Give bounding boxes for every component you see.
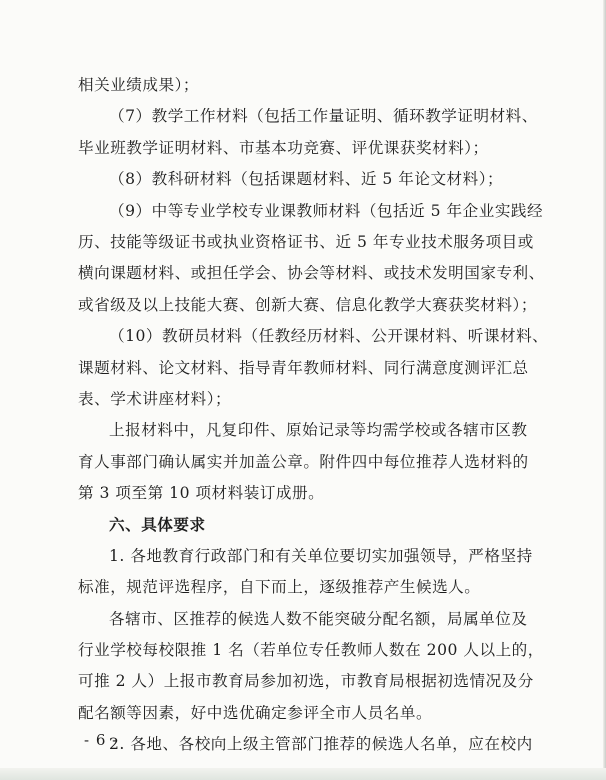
text-line: （9）中等专业学校专业课教师材料（包括近 5 年企业实践经 — [109, 201, 544, 220]
document-body — [78, 70, 549, 761]
text-line: 第 3 项至第 10 项材料装订成册。 — [78, 484, 325, 503]
text-line: 行业学校每校限推 1 名（若单位专任教师人数在 200 人以上的， — [78, 641, 544, 660]
text-line: 2. 各地、各校向上级主管部门推荐的候选人名单，应在校内 — [109, 735, 533, 754]
text-line: 表、学术讲座材料）； — [78, 389, 232, 408]
text-line: 历、技能等级证书或执业资格证书、近 5 年专业技术服务项目或 — [78, 232, 534, 251]
text-line: 各辖市、区推荐的候选人数不能突破分配名额，局属单位及 — [109, 609, 528, 628]
text-line: （8）教科研材料（包括课题材料、近 5 年论文材料）； — [109, 170, 504, 189]
text-line: （10）教研员材料（任教经历材料、公开课材料、听课材料、 — [109, 327, 549, 346]
text-line: （7）教学工作材料（包括工作量证明、循环教学证明材料、 — [109, 107, 538, 126]
text-line: 标准，规范评选程序，自下而上，逐级推荐产生候选人。 — [78, 578, 481, 597]
text-line: 可推 2 人）上报市教育局参加初选，市教育局根据初选情况及分 — [78, 672, 534, 691]
text-line: 课题材料、论文材料、指导青年教师材料、同行满意度测评汇总 — [78, 358, 529, 377]
text-line: 毕业班教学证明材料、市基本功竞赛、评优课获奖材料）； — [78, 138, 489, 157]
text-line: 1. 各地教育行政部门和有关单位要切实加强领导，严格坚持 — [109, 546, 533, 565]
text-line: 育人事部门确认属实并加盖公章。附件四中每位推荐人选材料的 — [78, 452, 529, 471]
page-edge-bottom — [0, 768, 606, 780]
section-heading: 六、具体要求 — [109, 515, 206, 535]
text-line: 上报材料中，凡复印件、原始记录等均需学校或各辖市区教 — [109, 421, 528, 440]
page-number: - 6 - — [84, 731, 119, 749]
text-line: 相关业绩成果）； — [78, 76, 199, 94]
text-line: 配名额等因素，好中选优确定参评全市人员名单。 — [78, 703, 433, 722]
text-line: 或省级及以上技能大赛、创新大赛、信息化教学大赛获奖材料）； — [78, 295, 537, 314]
text-line: 横向课题材料、或担任学会、协会等材料、或技术发明国家专利、 — [78, 264, 545, 283]
